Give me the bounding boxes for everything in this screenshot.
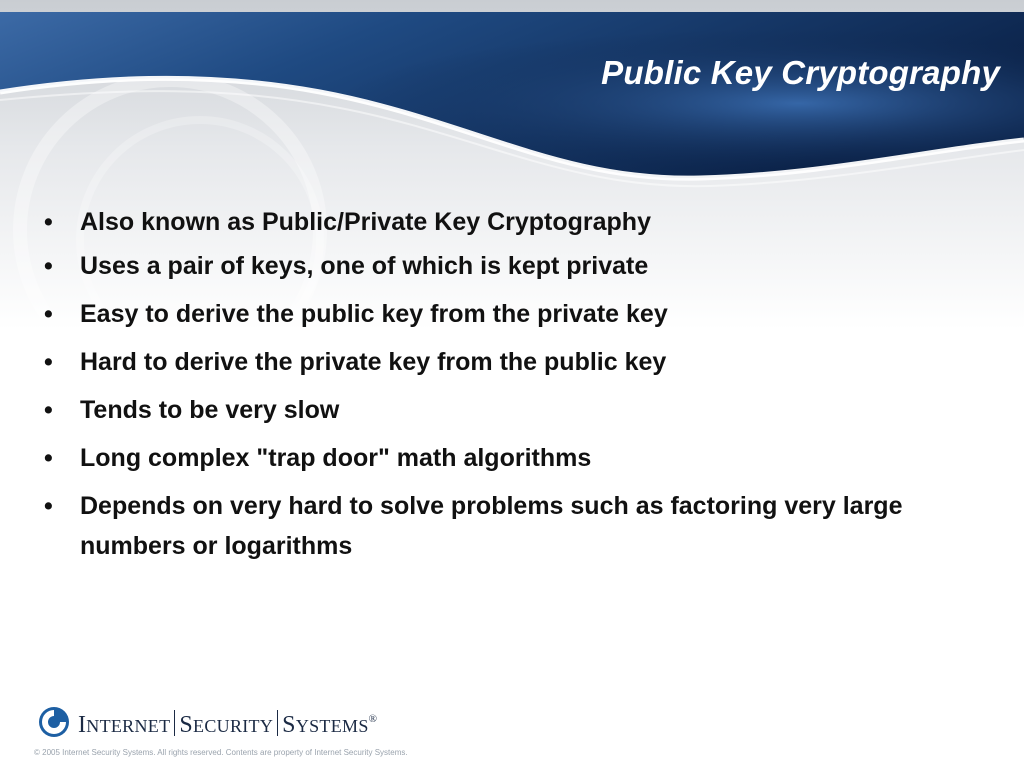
bullet-dot: • bbox=[44, 444, 53, 472]
bullet-item bbox=[44, 246, 974, 286]
logo-separator bbox=[174, 710, 175, 736]
bullet-dot: • bbox=[44, 300, 53, 328]
bullet-text: Long complex "trap door" math algorithms bbox=[80, 444, 592, 472]
bullet-text: Tends to be very slow bbox=[80, 396, 340, 424]
bullet-dot: • bbox=[44, 396, 53, 424]
bullet-text: Uses a pair of keys, one of which is kept private bbox=[80, 252, 649, 280]
logo-word-initial: S bbox=[179, 712, 194, 738]
bullet-list bbox=[44, 202, 974, 574]
bullet-dot: • bbox=[44, 252, 53, 280]
logo-separator bbox=[277, 710, 278, 736]
bullet-item bbox=[44, 390, 974, 430]
bullet-text: Hard to derive the private key from the public key bbox=[80, 348, 667, 376]
copyright-notice: © 2005 Internet Security Systems. All rights reserved. Contents are property of Internet Security Systems. bbox=[34, 748, 408, 757]
logo-word-rest: YSTEMS bbox=[295, 716, 369, 736]
slide-title: Public Key Cryptography bbox=[601, 54, 1000, 91]
bullet-dot: • bbox=[44, 492, 53, 520]
logo-word-rest: NTERNET bbox=[86, 716, 171, 736]
logo-word-initial: S bbox=[282, 712, 296, 738]
company-logo bbox=[38, 704, 458, 740]
bullet-item bbox=[44, 202, 974, 242]
bullet-text: Also known as Public/Private Key Cryptography bbox=[80, 208, 651, 236]
bullet-dot: • bbox=[44, 208, 53, 236]
bullet-item bbox=[44, 294, 974, 334]
bullet-text: Easy to derive the public key from the private key bbox=[80, 300, 668, 328]
logo-word-rest: ECURITY bbox=[193, 716, 274, 736]
bullet-item bbox=[44, 342, 974, 382]
bullet-dot: • bbox=[44, 348, 53, 376]
logo-globe-icon bbox=[38, 706, 70, 738]
logo-wordmark bbox=[78, 710, 377, 739]
bullet-item bbox=[44, 438, 974, 478]
bullet-text: Depends on very hard to solve problems such as factoring very large numbers or logarithms bbox=[80, 492, 903, 560]
bullet-item bbox=[44, 486, 974, 566]
registered-mark: ® bbox=[368, 713, 378, 725]
logo-word-initial: I bbox=[78, 712, 87, 738]
